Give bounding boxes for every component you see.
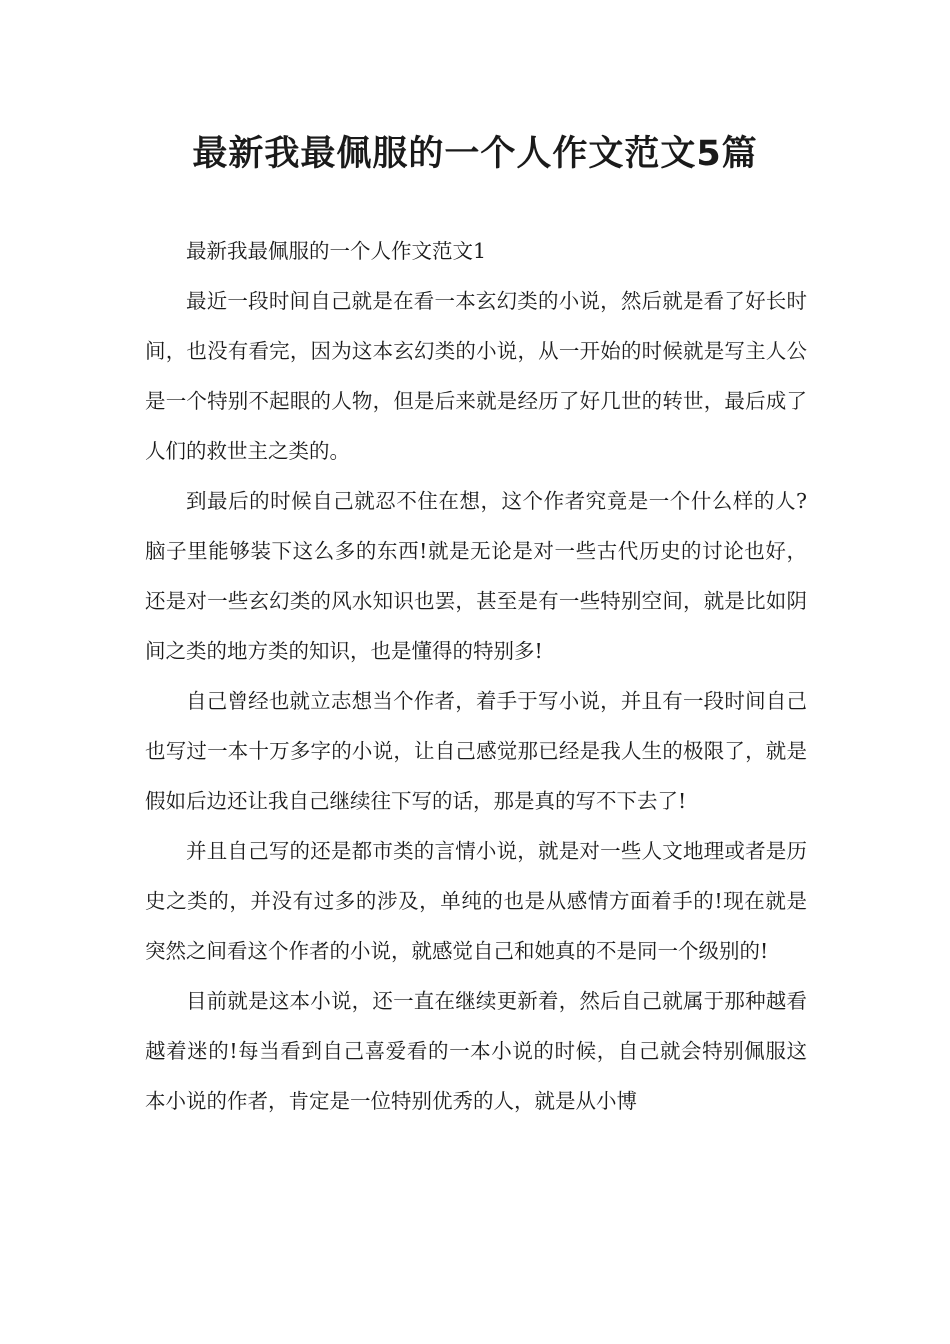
paragraph: 并且自己写的还是都市类的言情小说，就是对一些人文地理或者是历史之类的，并没有过多的涉及，单纯的也是从感情方面着手的!现在就是突然之间看这个作者的小说，就感觉自己和她真的不是同一个级别的! — [145, 839, 807, 963]
document-body — [145, 226, 807, 1126]
paragraph: 到最后的时候自己就忍不住在想，这个作者究竟是一个什么样的人?脑子里能够装下这么多的东西!就是无论是对一些古代历史的讨论也好，还是对一些玄幻类的风水知识也罢，甚至是有一些特别空间，就是比如阴间之类的地方类的知识，也是懂得的特别多! — [145, 489, 807, 663]
paragraph: 自己曾经也就立志想当个作者，着手于写小说，并且有一段时间自己也写过一本十万多字的小说，让自己感觉那已经是我人生的极限了，就是假如后边还让我自己继续往下写的话，那是真的写不下去了! — [145, 689, 807, 813]
paragraph: 目前就是这本小说，还一直在继续更新着，然后自己就属于那种越看越着迷的!每当看到自己喜爱看的一本小说的时候，自己就会特别佩服这本小说的作者，肯定是一位特别优秀的人，就是从小博 — [145, 989, 807, 1113]
paragraph: 最近一段时间自己就是在看一本玄幻类的小说，然后就是看了好长时间，也没有看完，因为这本玄幻类的小说，从一开始的时候就是写主人公是一个特别不起眼的人物，但是后来就是经历了好几世的转世，最后成了人们的救世主之类的。 — [145, 289, 807, 463]
document-title: 最新我最佩服的一个人作文范文5篇 — [192, 134, 758, 174]
section-heading: 最新我最佩服的一个人作文范文1 — [186, 239, 487, 263]
